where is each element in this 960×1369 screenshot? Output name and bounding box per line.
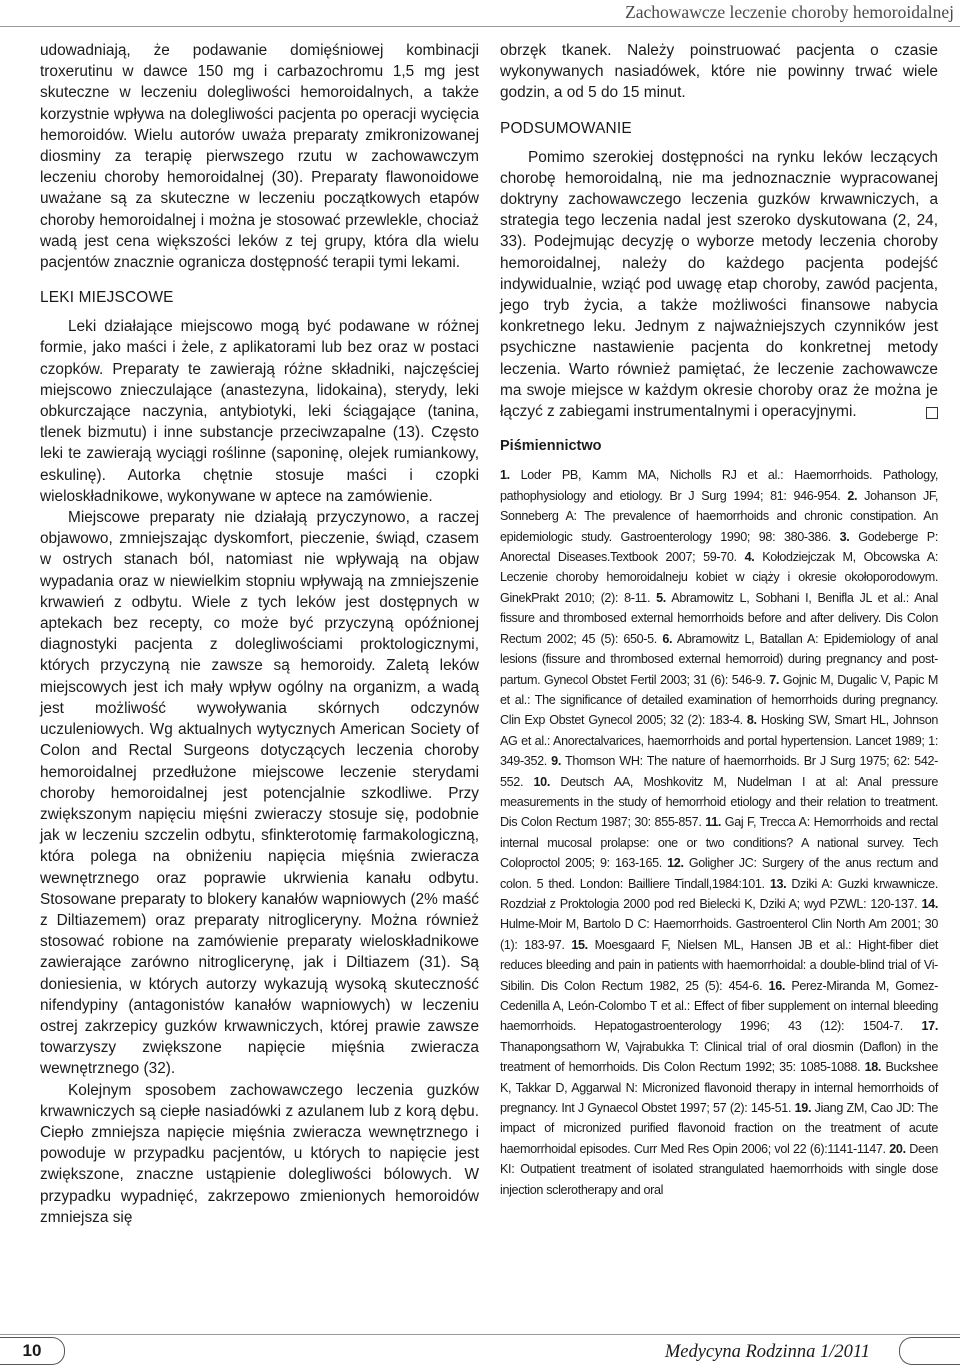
reference-text: Gojnic M, Dugalic V, Papic M et al.: The significance of detailed examination of hemorrhoids during pregnancy. Clin Exp Obstet Gynecol 2005; 32 (2): 183-4. (500, 672, 938, 728)
reference-text: Abramowitz L, Batallan A: Epidemiology of anal lesions (fissure and thrombosed external hemorroid) during pregnancy and post-partum. Gynecol Obstet Fertil 2003; 31 (6): 546-9. (500, 631, 938, 687)
reference-text: Deutsch AA, Moshkovitz M, Nudelman I at al: Anal pressure measurements in the study of hemorrhoid etiology and their relation to treatment. Dis Colon Rectum 1987; 30: 855-857. (500, 774, 938, 830)
paragraph: obrzęk tkanek. Należy poinstruować pacjenta o czasie wykonywanych nasiadówek, które nie powinny trwać wiele godzin, a od 5 do 15 minut. (500, 42, 938, 102)
reference-number: 20. (889, 1141, 906, 1156)
reference-text: Dziki A: Guzki krwawnicze. Rozdział z Proktologia 2000 pod red Bielecki K, Dziki A; wyd PZWL: 120-137. (500, 876, 938, 911)
paragraph: Kolejnym sposobem zachowawczego leczenia guzków krwawniczych są ciepłe nasiadówki z azulanem lub z korą dębu. Ciepło zmniejsza napięcie mięśnia zwieracza wewnętrznego i powoduje w przypadku pacjentów, u których to napięcie jest zwiększone, znaczne ustąpienie dolegliwości bólowych. W przypadku wypadnięć, zakrzepowo zmienionych hemoroidów zmniejsza się (40, 1081, 479, 1226)
section-title-summary: PODSUMOWANIE (500, 119, 632, 137)
reference-text: Godeberge P: Anorectal Diseases.Textbook 2007; 59-70. (500, 529, 938, 565)
reference-number: 1. (500, 468, 510, 483)
reference-number: 10. (533, 774, 550, 789)
reference-number: 12. (667, 856, 684, 871)
reference-number: 17. (921, 1019, 938, 1034)
reference-text: Abramowitz L, Sobhani I, Benifla JL et al.: Anal fissure and thrombosed external hemorrhoids before and after delivery. Dis Colon Rectum 2002; 45 (5): 650-5. (500, 590, 939, 646)
reference-text: Thanapongsathorn W, Vajrabukka T: Clinical trial of oral diosmin (Daflon) in the treatment of hemorrhoids. Dis Colon Rectum 1992; 35: 1085-1088. (500, 1039, 938, 1075)
reference-number: 5. (656, 590, 666, 605)
page-number: 10 (0, 1337, 65, 1365)
reference-text: Kołodziejczak M, Obcowska A: Leczenie choroby hemoroidalneju kobiet w ciąży i okresie okołoporodowym. GinekPrakt 2010; (2): 8-11. (500, 550, 939, 605)
reference-number: 4. (744, 550, 755, 565)
reference-text: Buckshee K, Takkar D, Aggarwal N: Micronized flavonoid therapy in internal hemorrhoids of pregnancy. Int J Gynaecol Obstet 1997; 57 (2): 145-51. (500, 1060, 938, 1116)
reference-number: 15. (571, 937, 588, 952)
paragraph: udowadniają, że podawanie domięśniowej kombinacji troxerutinu w dawce 150 mg i carbazochromu 1,5 mg jest skuteczne w leczeniu dolegliwości hemoroidalnych, a także korzystnie wpływa na dolegliwości pacjenta po operacji wycięcia hemoroidów. Wielu autorów uważa preparaty zmikronizowanej diosminy za terapię pierwszego rzutu w zachowawczym leczeniu choroby hemoroidalnej (30). Preparaty flawonoidowe uważane są za skuteczne w leczeniu początkowych etapów choroby hemoroidalnej i można je stosować przewlekle, chociaż wadą jest cena większości leków z tej grupy, która dla wielu pacjentów znacznie ogranicza dostępność terapii tymi lekami. (40, 42, 479, 272)
reference-number: 6. (662, 631, 673, 646)
end-of-article-icon (926, 407, 938, 419)
paragraph-summary (500, 147, 938, 423)
reference-number: 8. (746, 713, 757, 728)
right-column (500, 40, 938, 1200)
reference-text: Deen KI: Outpatient treatment of isolated strangulated haemorrhoids with single dose injection sclerotherapy and oral (500, 1141, 939, 1197)
reference-text: Johanson JF, Sonneberg A: The prevalence of haemorrhoids and chronic constipation. An epidemiologic study. Gastroenterology 1990; 98: 380-386. (500, 488, 938, 544)
reference-number: 18. (864, 1060, 882, 1075)
footer-rule (0, 1334, 960, 1335)
journal-name: Medycyna Rodzinna 1/2011 (664, 1342, 870, 1362)
reference-text: Thomson WH: The nature of haemorrhoids. Br J Surg 1975; 62: 542-552. (500, 754, 938, 789)
paragraph: Leki działające miejscowo mogą być podawane w różnej formie, jako maści i żele, z aplikatorami lub bez oraz w postaci czopków. Preparaty te zawierają różne składniki, najczęściej miejscowo znieczulające (anastezyna, lidokaina), sterydy, leki obkurczające naczynia, antybiotyki, leki ściągające (tanina, tlenek bizmutu) i inne substancje przeciwzapalne (13). Często leki te zawierają wyciągi roślinne (saponinę, olejek rumiankowy, eskulinę). Autorka chętnie stosuje maści i czopki wieloskładnikowe, wykonywane w aptece na zamówienie. (40, 318, 479, 505)
reference-text: Loder PB, Kamm MA, Nicholls RJ et al.: Haemorrhoids. Pathology, pathophysiology and etiology. Br J Surg 1994; 81: 946-954. (500, 468, 938, 503)
summary-text: Pomimo szerokiej dostępności na rynku leków leczących chorobę hemoroidalną, nie ma jednoznacznie wypracowanej doktryny zachowawczego leczenia guzków krwawniczych, a strategia tego leczenia nadal jest szeroko dyskutowana (2, 24, 33). Podejmując decyzję o wyborze metody leczenia choroby hemoroidalnej, należy do każdego pacjenta podejść indywidualnie, wziąć pod uwagę etap choroby, zawód pacjenta, jego tryb życia, a także możliwości finansowe nabycia konkretnego leku. Jednym z najważniejszych czynników jest psychiczne nastawienie pacjenta do konkretnej metody leczenia. Warto również pamiętać, że leczenie zachowawcze ma swoje miejsce w każdym okresie choroby oraz że można je łączyć z zabiegami instrumentalnymi i operacyjnymi. (500, 148, 938, 421)
references-title: Piśmiennictwo (500, 438, 602, 455)
reference-number: 3. (839, 529, 850, 544)
left-column (40, 40, 479, 1228)
running-head: Zachowawcze leczenie choroby hemoroidalnej (625, 2, 954, 22)
reference-number: 9. (551, 754, 561, 769)
journal-tab (899, 1337, 960, 1365)
reference-number: 2. (847, 488, 858, 503)
paragraph: Miejscowe preparaty nie działają przyczynowo, a raczej objawowo, zmniejszając dyskomfort, pieczenie, świąd, czasem w ostrych stanach ból, natomiast nie wpływają na objaw wypadania oraz w niewielkim stopniu wpływają na zmniejszenie krwawień z odbytu. Wiele z tych leków jest dostępnych w aptekach bez recepty, co może być przyczyną opóźnionej diagnostyki pacjenta z dolegliwościami proktologicznymi, których przyczyną nie zawsze są hemoroidy. Zaletą leków miejscowych jest ich mały wpływ ogólny na organizm, a wadą jest możliwość wywoływania skórnych odczynów uczuleniowych. Wg aktualnych wytycznych American Society of Colon and Rectal Surgeons dotyczących leczenia choroby hemoroidalnej przedłużone miejscowe leczenie sterydami choroby hemoroidalnej jest potencjalnie szkodliwe. Przy zwiększonym napięciu mięśni zwieraczy stosuje się, podobnie jak w leczeniu szczelin odbytu, sfinkterotomię farmakologiczną, która polega na obniżeniu napięcia mięśnia zwieracza wewnętrznego oraz poprawie ukrwienia kanału odbytu. Stosowane preparaty to blokery kanałów wapniowych (2% maść z Diltiazemem) oraz preparaty nitrogliceryny. Można również stosować robione na zamówienie preparaty wieloskładnikowe zawierające zarówno nitroglicerynę, jak i Diltiazem (31). Są doniesienia, w których autorzy wykazują wysoką skuteczność nifendypiny (antagonistów kanałów wapniowych) w leczeniu ostrej zakrzepicy guzków krwawniczych, której prawie zawsze towarzyszy zwiększone napięcie mięśnia zwieracza wewnętrznego (32). (40, 509, 479, 1078)
reference-number: 13. (769, 876, 787, 891)
reference-text: Goligher JC: Surgery of the anus rectum and colon. 5 thed. London: Bailliere Tindall,1984:101. (500, 856, 938, 891)
reference-text: Moesgaard F, Nielsen ML, Hansen JB et al.: Hight-fiber diet reduces bleeding and pain in patients with haemorrhoidal: a double-blind trial of Vi-Sibilin. Dis Colon Rectum 1982, 25 (5): 454-6. (500, 937, 938, 993)
reference-number: 16. (768, 978, 786, 993)
reference-text: Hosking SW, Smart HL, Johnson AG et al.: Anorectalvarices, haemorrhoids and portal hypertension. Lancet 1989; 1: 349-352. (500, 713, 939, 769)
references-list (500, 465, 938, 1200)
reference-number: 11. (705, 815, 721, 830)
section-title-local-drugs: LEKI MIEJSCOWE (40, 289, 174, 307)
reference-text: Hulme-Moir M, Bartolo D C: Haemorrhoids. Gastroenterol Clin North Am 2001; 30 (1): 183-97. (500, 917, 938, 952)
reference-number: 7. (769, 672, 780, 687)
reference-text: Jiang ZM, Cao JD: The impact of micronized purified flavonoid fraction on the treatment of acute haemorrhoidal episodes. Curr Med Res Opin 2006; vol 22 (6):1141-1147. (500, 1101, 938, 1156)
reference-number: 14. (921, 896, 938, 911)
reference-number: 19. (794, 1101, 812, 1116)
reference-text: Perez-Miranda M, Gomez-Cedenilla A, León-Colombo T et al.: Effect of fiber supplement on internal bleeding haemorrhoids. Hepatogastroenterology 1996; 43 (12): 1504-7. (500, 978, 938, 1034)
reference-text: Gaj F, Trecca A: Hemorrhoids and rectal internal mucosal prolapse: one or two conditions? A national survey. Tech Coloproctol 2005; 9: 163-165. (500, 815, 938, 871)
